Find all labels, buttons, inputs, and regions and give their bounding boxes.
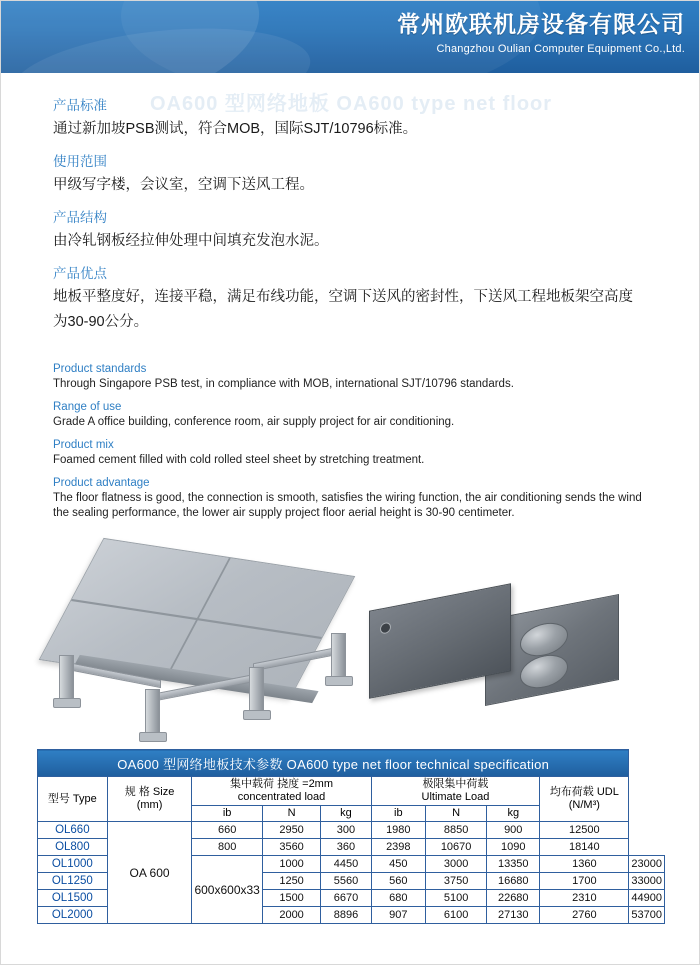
section-body-range-of-use-en: Grade A office building, conference room, air supply project for air conditioning. [53, 416, 455, 428]
cell-udl: 23000 [629, 856, 665, 873]
cell-model: OL1000 [38, 856, 108, 873]
table-header-ultimate-en: Ultimate Load [421, 791, 490, 803]
section-title-product-standards-en: Product standards [53, 363, 147, 375]
cell-ultimate-kg: 2760 [540, 907, 629, 924]
cell-udl: 18140 [540, 839, 629, 856]
product-images [53, 539, 647, 784]
floor-pedestal-4 [331, 633, 346, 681]
cell-model: OL1500 [38, 890, 108, 907]
company-name-cn: 常州欧联机房设备有限公司 [397, 11, 685, 37]
cell-ultimate-n: 10670 [426, 839, 487, 856]
cell-ultimate-kg: 1360 [540, 856, 629, 873]
cell-ultimate-ib: 3000 [426, 856, 487, 873]
section-body-product-advantage-cn: 地板平整度好，连接平稳，满足布线功能，空调下送风的密封性，下送风工程地板架空高度为30-90公分。 [53, 289, 633, 330]
panel-underside-image [369, 597, 619, 717]
specification-table-wrapper [37, 749, 665, 924]
section-body-product-standards-cn: 通过新加坡PSB测试，符合MOB，国际SJT/10796标准。 [53, 121, 418, 137]
chinese-sections [53, 95, 647, 335]
section-body-product-advantage-en: The floor flatness is good, the connection is smooth, satisfies the wiring function, the air conditioning sends the wind the sealing performance, the lower air supply project floor aerial height is 30-90 centimeter. [53, 492, 642, 519]
cell-concentrated-n: 5560 [321, 873, 371, 890]
cell-ultimate-n: 27130 [487, 907, 540, 924]
cell-ultimate-n: 16680 [487, 873, 540, 890]
cell-concentrated-ib: 660 [192, 822, 262, 839]
section-title-product-advantage-cn: 产品优点 [53, 266, 107, 281]
table-header-concentrated-cn: 集中载荷 挠度 =2mm [230, 778, 334, 790]
panel-dome-2 [520, 651, 568, 692]
cell-model: OL800 [38, 839, 108, 856]
cell-concentrated-n: 8896 [321, 907, 371, 924]
table-header-udl [540, 777, 629, 822]
table-header-size [107, 777, 192, 822]
table-header-size-line2: (mm) [136, 799, 163, 811]
section-body-product-standards-en: Through Singapore PSB test, in compliance with MOB, international SJT/10796 standards. [53, 378, 514, 390]
cell-ultimate-ib: 3750 [426, 873, 487, 890]
cell-concentrated-ib: 1250 [262, 873, 320, 890]
table-header-unit-n-1: N [262, 806, 320, 822]
cell-model: OL2000 [38, 907, 108, 924]
table-header-unit-ib-2: ib [371, 806, 425, 822]
floor-pedestal-3 [249, 667, 264, 715]
table-header-concentrated-load [192, 777, 371, 806]
section-title-product-mix-cn: 产品结构 [53, 210, 107, 225]
table-header-ultimate-load [371, 777, 540, 806]
cell-udl: 53700 [629, 907, 665, 924]
table-header-size-line1: 规 格 Size [124, 786, 175, 798]
cell-ultimate-kg: 1090 [487, 839, 540, 856]
section-title-range-of-use-en: Range of use [53, 401, 122, 413]
cell-ultimate-kg: 1700 [540, 873, 629, 890]
cell-concentrated-n: 2950 [262, 822, 320, 839]
panel-lift-hole [380, 622, 391, 635]
cell-concentrated-kg: 450 [371, 856, 425, 873]
cell-ultimate-ib: 2398 [371, 839, 425, 856]
cell-concentrated-ib: 1000 [262, 856, 320, 873]
cell-concentrated-kg: 680 [371, 890, 425, 907]
cell-model: OL660 [38, 822, 108, 839]
cell-concentrated-kg: 907 [371, 907, 425, 924]
cell-concentrated-kg: 560 [371, 873, 425, 890]
cell-size-merged: 600x600x33 [192, 856, 262, 924]
cell-ultimate-n: 13350 [487, 856, 540, 873]
cell-udl: 12500 [540, 822, 629, 839]
page-header [1, 1, 699, 73]
section-body-product-mix-en: Foamed cement filled with cold rolled steel sheet by stretching treatment. [53, 454, 425, 466]
table-header-unit-n-2: N [426, 806, 487, 822]
table-header-model: 型号 Type [38, 777, 108, 822]
cell-ultimate-kg: 900 [487, 822, 540, 839]
cell-concentrated-ib: 800 [192, 839, 262, 856]
panel-dome-1 [520, 619, 568, 660]
cell-ultimate-kg: 2310 [540, 890, 629, 907]
cell-concentrated-kg: 300 [321, 822, 371, 839]
section-title-product-standards-cn: 产品标准 [53, 98, 107, 113]
table-header-udl-cn: 均布荷载 UDL [549, 786, 619, 798]
section-body-product-mix-cn: 由冷轧钢板经拉伸处理中间填充发泡水泥。 [53, 233, 329, 249]
cell-concentrated-kg: 360 [321, 839, 371, 856]
section-title-product-mix-en: Product mix [53, 439, 114, 451]
english-sections [53, 361, 647, 521]
floor-pedestal-2 [145, 689, 160, 737]
cell-concentrated-ib: 2000 [262, 907, 320, 924]
specification-table [37, 749, 665, 924]
cell-concentrated-n: 4450 [321, 856, 371, 873]
cell-type-merged: OA 600 [107, 822, 192, 924]
cell-udl: 33000 [629, 873, 665, 890]
cell-udl: 44900 [629, 890, 665, 907]
cell-concentrated-n: 3560 [262, 839, 320, 856]
table-header-unit-kg-1: kg [321, 806, 371, 822]
cell-ultimate-n: 8850 [426, 822, 487, 839]
table-header-udl-unit: (N/M³) [568, 799, 600, 811]
table-header-unit-kg-2: kg [487, 806, 540, 822]
section-title-product-advantage-en: Product advantage [53, 477, 150, 489]
cell-concentrated-n: 6670 [321, 890, 371, 907]
cell-concentrated-ib: 1500 [262, 890, 320, 907]
section-title-range-of-use-cn: 使用范围 [53, 154, 107, 169]
table-title: OA600 型网络地板技术参数 OA600 type net floor technical specification [38, 750, 629, 777]
main-content [1, 73, 699, 784]
table-row [38, 822, 665, 839]
cell-ultimate-n: 22680 [487, 890, 540, 907]
floor-pedestal-1 [59, 655, 74, 703]
section-body-range-of-use-cn: 甲级写字楼，会议室，空调下送风工程。 [53, 177, 314, 193]
cell-ultimate-ib: 6100 [426, 907, 487, 924]
header-company-block [397, 9, 685, 57]
cell-model: OL1250 [38, 873, 108, 890]
watermark-title: OA600 型网络地板 OA600 type net floor [149, 93, 553, 115]
cell-ultimate-ib: 5100 [426, 890, 487, 907]
table-header-unit-ib-1: ib [192, 806, 262, 822]
table-header-ultimate-cn: 极限集中荷载 [422, 778, 489, 790]
panel-seam-horizontal [71, 599, 322, 639]
cell-ultimate-ib: 1980 [371, 822, 425, 839]
table-header-concentrated-en: concentrated load [237, 791, 326, 803]
raised-floor-assembly-image [53, 547, 383, 727]
company-name-en: Changzhou Oulian Computer Equipment Co.,Ltd. [436, 43, 685, 55]
